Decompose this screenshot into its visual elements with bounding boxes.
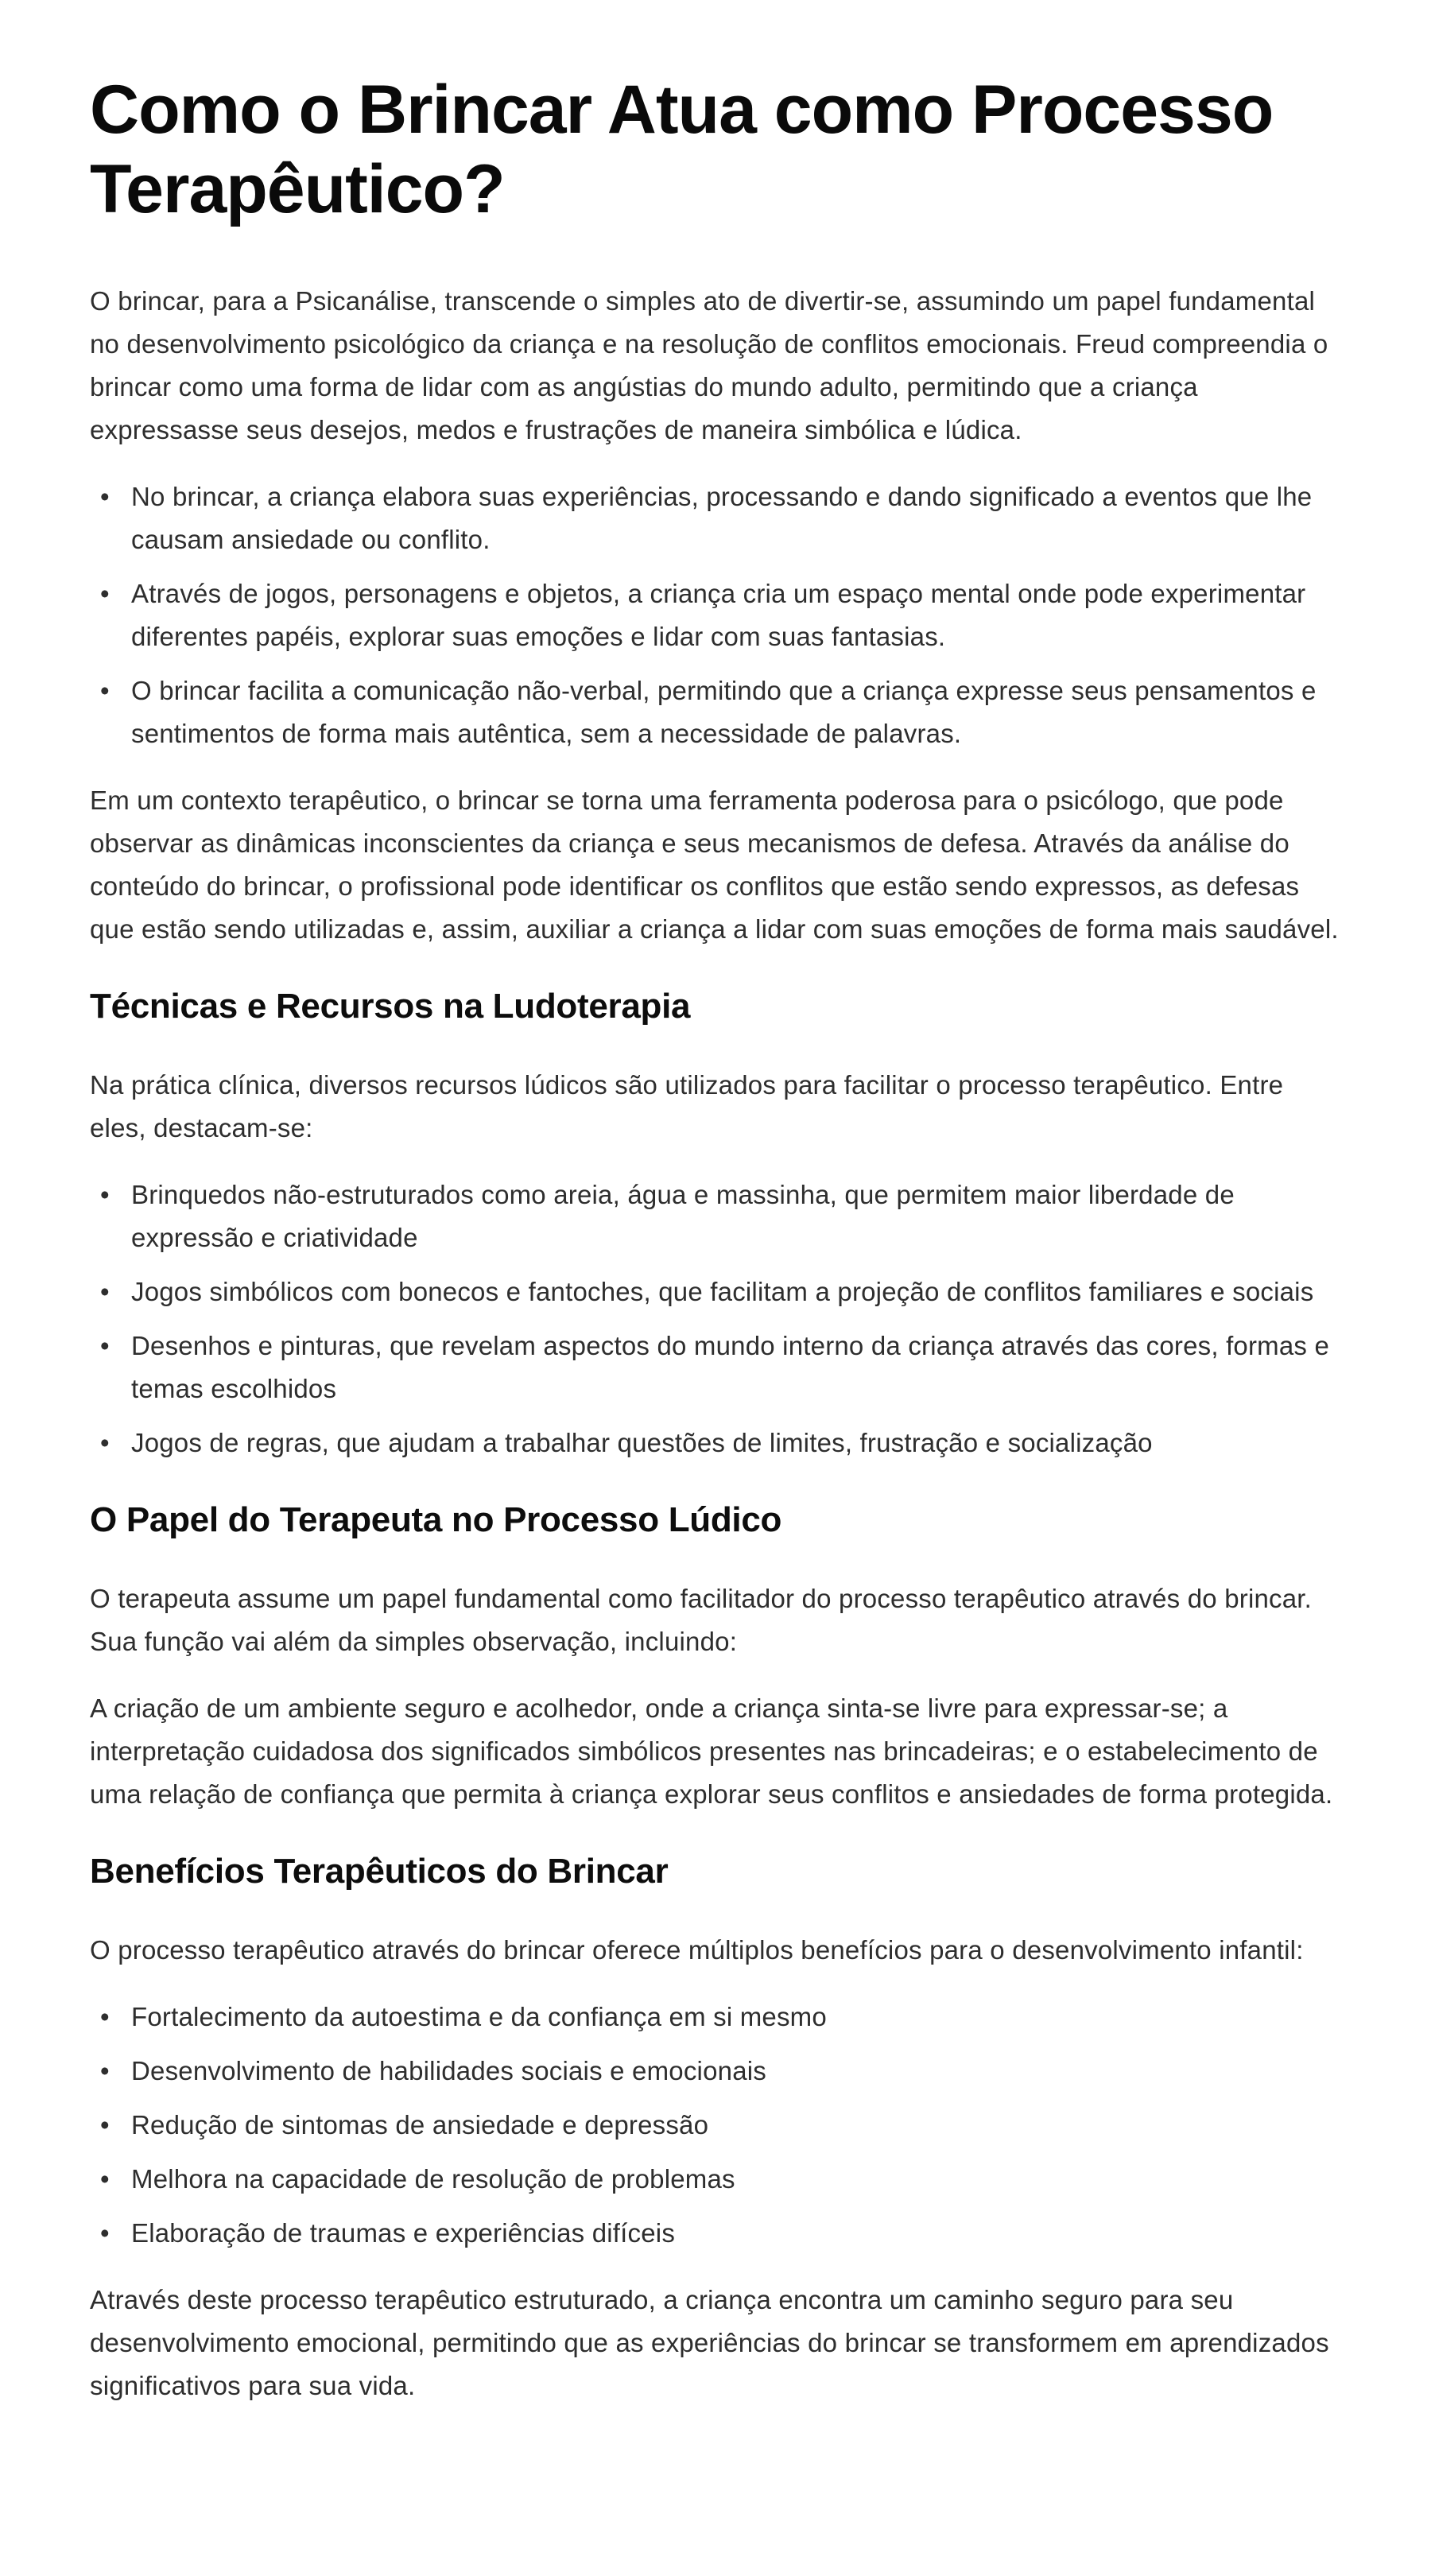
section-body-paragraph: A criação de um ambiente seguro e acolhedor, onde a criança sinta-se livre para expressar-se; a interpretação cuidadosa dos significados simbólicos presentes nas brincadeiras; e o estabelecimento de uma relação de confiança que permita à criança explorar seus conflitos e ansiedades de forma protegida. [90,1693,1333,1809]
section-heading-papel-terapeuta: O Papel do Terapeuta no Processo Lúdico [90,1500,782,1539]
tecnicas-bullet-list [90,1174,1341,1465]
intro-paragraph: O brincar, para a Psicanálise, transcende o simples ato de divertir-se, assumindo um papel fundamental no desenvolvimento psicológico da criança e na resolução de conflitos emocionais. Freud compreendia o brincar como uma forma de lidar com as angústias do mundo adulto, permitindo que a criança expressasse seus desejos, medos e frustrações de maneira simbólica e lúdica. [90,286,1328,444]
list-item: • Elaboração de traumas e experiências difíceis [131,2212,1341,2255]
list-item: • Jogos simbólicos com bonecos e fantoches, que facilitam a projeção de conflitos familiares e sociais [131,1271,1341,1313]
intro-paragraph-2: Em um contexto terapêutico, o brincar se torna uma ferramenta poderosa para o psicólogo, que pode observar as dinâmicas inconscientes da criança e seus mecanismos de defesa. Através da análise do conteúdo do brincar, o profissional pode identificar os conflitos que estão sendo expressos, as defesas que estão sendo utilizadas e, assim, auxiliar a criança a lidar com suas emoções de forma mais saudável. [90,786,1339,944]
section-lead-paragraph: Na prática clínica, diversos recursos lúdicos são utilizados para facilitar o processo terapêutico. Entre eles, destacam-se: [90,1070,1284,1143]
page-title: Como o Brincar Atua como Processo Terapêutico? [90,72,1274,227]
section-papel-terapeuta [90,1499,1341,1816]
section-beneficios [90,1851,1341,2407]
list-item: • No brincar, a criança elabora suas experiências, processando e dando significado a eventos que lhe causam ansiedade ou conflito. [131,475,1341,561]
section-lead-paragraph: O terapeuta assume um papel fundamental como facilitador do processo terapêutico através do brincar. Sua função vai além da simples observação, incluindo: [90,1584,1313,1656]
beneficios-bullet-list [90,1996,1341,2255]
section-tecnicas [90,986,1341,1465]
list-item: • Jogos de regras, que ajudam a trabalhar questões de limites, frustração e socialização [131,1422,1341,1465]
list-item: • O brincar facilita a comunicação não-verbal, permitindo que a criança expresse seus pensamentos e sentimentos de forma mais autêntica, sem a necessidade de palavras. [131,669,1341,755]
list-item: • Brinquedos não-estruturados como areia, água e massinha, que permitem maior liberdade de expressão e criatividade [131,1174,1341,1259]
list-item: • Melhora na capacidade de resolução de problemas [131,2158,1341,2201]
list-item: • Desenhos e pinturas, que revelam aspectos do mundo interno da criança através das cores, formas e temas escolhidos [131,1325,1341,1410]
intro-bullet-list [90,475,1341,755]
list-item: • Através de jogos, personagens e objetos, a criança cria um espaço mental onde pode experimentar diferentes papéis, explorar suas emoções e lidar com suas fantasias. [131,572,1341,658]
list-item: • Redução de sintomas de ansiedade e depressão [131,2104,1341,2147]
section-heading-tecnicas: Técnicas e Recursos na Ludoterapia [90,987,691,1026]
section-heading-beneficios: Benefícios Terapêuticos do Brincar [90,1852,669,1891]
list-item: • Fortalecimento da autoestima e da confiança em si mesmo [131,1996,1341,2039]
section-lead-paragraph: O processo terapêutico através do brincar oferece múltiplos benefícios para o desenvolvimento infantil: [90,1935,1304,1965]
list-item: • Desenvolvimento de habilidades sociais e emocionais [131,2050,1341,2093]
closing-paragraph: Através deste processo terapêutico estruturado, a criança encontra um caminho seguro para seu desenvolvimento emocional, permitindo que as experiências do brincar se transformem em aprendizados significativos para sua vida. [90,2285,1329,2400]
